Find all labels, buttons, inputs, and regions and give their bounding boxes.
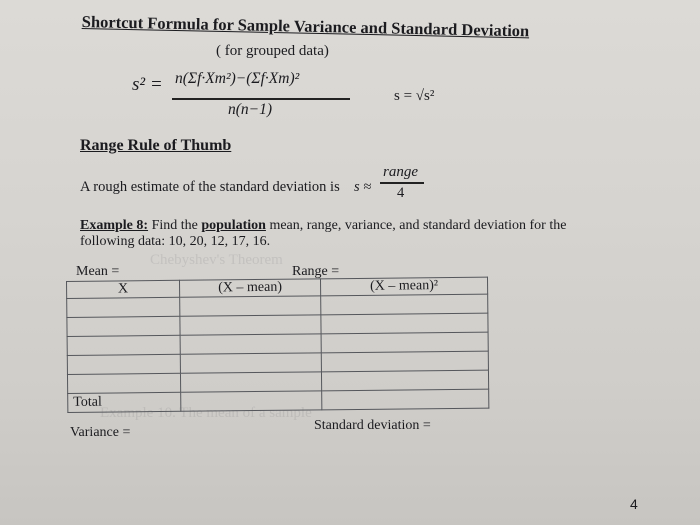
column-header-squared-deviation: (X – mean)² bbox=[320, 277, 487, 296]
formula-numerator: n(Σf·Xm²)−(Σf·Xm)² bbox=[175, 70, 300, 87]
table-cell[interactable] bbox=[321, 351, 488, 372]
range-rule-heading: Range Rule of Thumb bbox=[80, 137, 232, 154]
range-rule-denominator: 4 bbox=[397, 185, 405, 201]
example-prompt bbox=[80, 218, 566, 234]
example-label: Example 8: bbox=[80, 218, 149, 233]
worksheet-table bbox=[66, 277, 489, 413]
column-header-x: X bbox=[67, 280, 180, 298]
formula-denominator: n(n−1) bbox=[228, 101, 273, 118]
page-title: Shortcut Formula for Sample Variance and Standard Deviation bbox=[81, 12, 530, 41]
variance-label: Variance = bbox=[70, 425, 131, 440]
example-text-before: Find the bbox=[148, 218, 202, 233]
table-cell[interactable] bbox=[321, 370, 488, 391]
table-cell[interactable] bbox=[180, 315, 321, 335]
table-cell[interactable] bbox=[180, 353, 321, 373]
table-cell[interactable] bbox=[180, 296, 321, 316]
table-cell[interactable] bbox=[321, 294, 488, 315]
example-data: following data: 10, 20, 12, 17, 16. bbox=[80, 234, 271, 249]
table-cell[interactable] bbox=[322, 389, 489, 410]
formula-lhs: s² = bbox=[132, 74, 163, 95]
range-label: Range = bbox=[292, 264, 340, 279]
table-cell[interactable] bbox=[67, 373, 180, 393]
fraction-bar bbox=[172, 98, 350, 100]
table-cell[interactable] bbox=[67, 297, 180, 317]
range-rule-text: A rough estimate of the standard deviation is bbox=[80, 179, 340, 195]
table-cell[interactable] bbox=[321, 332, 488, 353]
column-header-deviation: (X – mean) bbox=[179, 279, 320, 297]
example-emphasis: population bbox=[201, 218, 266, 233]
table-cell[interactable] bbox=[181, 391, 322, 411]
table-cell[interactable] bbox=[67, 335, 180, 355]
page-number: 4 bbox=[630, 496, 638, 512]
table-cell[interactable] bbox=[180, 372, 321, 392]
bleed-through-text: Example 10. The mean of a sample bbox=[100, 405, 312, 421]
example-text-after: mean, range, variance, and standard deviation for the bbox=[265, 218, 567, 233]
range-rule-symbol: s ≈ bbox=[354, 179, 372, 195]
table-cell[interactable] bbox=[180, 334, 321, 354]
table-cell[interactable] bbox=[67, 354, 180, 374]
standard-deviation-label: Standard deviation = bbox=[314, 418, 431, 433]
mean-label: Mean = bbox=[76, 264, 120, 279]
range-rule-numerator: range bbox=[383, 164, 418, 180]
table-cell[interactable] bbox=[67, 316, 180, 336]
sd-formula: s = √s² bbox=[394, 88, 435, 104]
table-cell[interactable] bbox=[321, 313, 488, 334]
bleed-through-text: Chebyshev's Theorem bbox=[150, 252, 283, 268]
fraction-bar bbox=[380, 182, 424, 184]
table-total-row bbox=[68, 389, 489, 412]
total-label: Total bbox=[68, 392, 181, 412]
page-subtitle: ( for grouped data) bbox=[216, 43, 329, 59]
